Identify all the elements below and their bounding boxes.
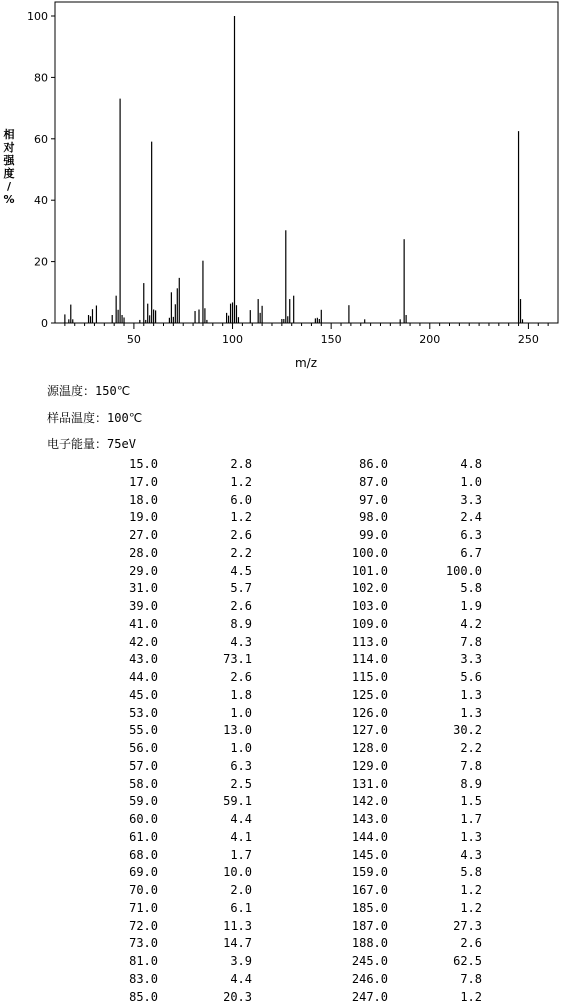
table-row [0, 669, 570, 687]
intensity-cell: 6.3 [426, 527, 482, 545]
intensity-cell: 1.0 [196, 705, 252, 723]
y-tick-label: 40 [34, 194, 48, 207]
mz-cell: 59.0 [102, 793, 158, 811]
intensity-cell: 4.3 [426, 847, 482, 865]
mz-cell: 187.0 [332, 918, 388, 936]
table-row [0, 580, 570, 598]
mz-cell: 19.0 [102, 509, 158, 527]
intensity-cell: 2.6 [196, 598, 252, 616]
mz-cell: 247.0 [332, 989, 388, 1006]
mz-cell: 42.0 [102, 634, 158, 652]
intensity-cell: 4.2 [426, 616, 482, 634]
x-tick-label: 100 [222, 333, 243, 346]
electron-energy-value: 75eV [107, 437, 136, 451]
mz-cell: 71.0 [102, 900, 158, 918]
mz-cell: 114.0 [332, 651, 388, 669]
y-label-char: / [7, 180, 12, 193]
mz-cell: 109.0 [332, 616, 388, 634]
mz-cell: 31.0 [102, 580, 158, 598]
mz-cell: 57.0 [102, 758, 158, 776]
intensity-cell: 62.5 [426, 953, 482, 971]
mz-cell: 87.0 [332, 474, 388, 492]
mz-cell: 113.0 [332, 634, 388, 652]
table-row [0, 545, 570, 563]
y-tick-label: 60 [34, 133, 48, 146]
mz-cell: 102.0 [332, 580, 388, 598]
mz-cell: 43.0 [102, 651, 158, 669]
intensity-cell: 6.7 [426, 545, 482, 563]
mz-cell: 167.0 [332, 882, 388, 900]
mz-cell: 103.0 [332, 598, 388, 616]
intensity-cell: 4.5 [196, 563, 252, 581]
mz-cell: 73.0 [102, 935, 158, 953]
table-row [0, 776, 570, 794]
intensity-cell: 1.3 [426, 687, 482, 705]
mz-cell: 27.0 [102, 527, 158, 545]
table-row [0, 758, 570, 776]
intensity-cell: 6.3 [196, 758, 252, 776]
mz-cell: 68.0 [102, 847, 158, 865]
mz-cell: 83.0 [102, 971, 158, 989]
mz-cell: 28.0 [102, 545, 158, 563]
y-label-char: 度 [4, 166, 15, 180]
mz-cell: 144.0 [332, 829, 388, 847]
table-row [0, 598, 570, 616]
mz-cell: 145.0 [332, 847, 388, 865]
mz-cell: 100.0 [332, 545, 388, 563]
intensity-cell: 5.6 [426, 669, 482, 687]
intensity-cell: 1.7 [196, 847, 252, 865]
intensity-cell: 14.7 [196, 935, 252, 953]
mz-cell: 101.0 [332, 563, 388, 581]
mz-cell: 18.0 [102, 492, 158, 510]
intensity-cell: 2.4 [426, 509, 482, 527]
mz-cell: 58.0 [102, 776, 158, 794]
table-row [0, 829, 570, 847]
table-row [0, 527, 570, 545]
intensity-cell: 1.0 [196, 740, 252, 758]
intensity-cell: 13.0 [196, 722, 252, 740]
y-axis [27, 10, 55, 330]
intensity-cell: 1.2 [426, 989, 482, 1006]
sample-temperature-label: 样品温度： [47, 411, 107, 425]
electron-energy [47, 435, 136, 452]
mz-cell: 129.0 [332, 758, 388, 776]
intensity-cell: 1.8 [196, 687, 252, 705]
intensity-cell: 2.8 [196, 456, 252, 474]
mz-cell: 142.0 [332, 793, 388, 811]
intensity-cell: 7.8 [426, 971, 482, 989]
intensity-cell: 3.9 [196, 953, 252, 971]
mz-cell: 127.0 [332, 722, 388, 740]
intensity-cell: 4.4 [196, 971, 252, 989]
intensity-cell: 4.1 [196, 829, 252, 847]
table-row [0, 900, 570, 918]
table-row [0, 651, 570, 669]
intensity-cell: 10.0 [196, 864, 252, 882]
y-label-char: % [3, 193, 14, 206]
y-tick-label: 20 [34, 256, 48, 269]
mz-cell: 126.0 [332, 705, 388, 723]
source-temperature-value: 150℃ [95, 384, 130, 398]
table-row [0, 864, 570, 882]
intensity-cell: 2.6 [196, 527, 252, 545]
y-label-char: 对 [3, 140, 15, 154]
y-label-char: 强 [3, 153, 16, 167]
mz-cell: 69.0 [102, 864, 158, 882]
mz-cell: 159.0 [332, 864, 388, 882]
intensity-cell: 1.3 [426, 705, 482, 723]
intensity-cell: 7.8 [426, 758, 482, 776]
intensity-cell: 11.3 [196, 918, 252, 936]
intensity-cell: 3.3 [426, 492, 482, 510]
source-temperature-label: 源温度： [47, 384, 95, 398]
mz-cell: 61.0 [102, 829, 158, 847]
mz-cell: 15.0 [102, 456, 158, 474]
x-tick-label: 150 [321, 333, 342, 346]
intensity-cell: 5.8 [426, 864, 482, 882]
sample-temperature [47, 409, 142, 426]
intensity-cell: 1.2 [196, 474, 252, 492]
mz-cell: 44.0 [102, 669, 158, 687]
intensity-cell: 6.1 [196, 900, 252, 918]
intensity-cell: 1.0 [426, 474, 482, 492]
table-row [0, 509, 570, 527]
x-axis [65, 323, 548, 346]
intensity-cell: 27.3 [426, 918, 482, 936]
table-row [0, 989, 570, 1006]
mz-cell: 81.0 [102, 953, 158, 971]
mz-cell: 86.0 [332, 456, 388, 474]
intensity-cell: 2.2 [196, 545, 252, 563]
intensity-cell: 3.3 [426, 651, 482, 669]
table-row [0, 882, 570, 900]
table-row [0, 811, 570, 829]
intensity-cell: 1.2 [196, 509, 252, 527]
mz-cell: 188.0 [332, 935, 388, 953]
mz-cell: 70.0 [102, 882, 158, 900]
sample-temperature-value: 100℃ [107, 411, 142, 425]
intensity-cell: 1.7 [426, 811, 482, 829]
mz-cell: 125.0 [332, 687, 388, 705]
mz-cell: 29.0 [102, 563, 158, 581]
y-tick-label: 100 [27, 10, 48, 23]
mz-cell: 56.0 [102, 740, 158, 758]
mz-cell: 60.0 [102, 811, 158, 829]
intensity-cell: 73.1 [196, 651, 252, 669]
intensity-cell: 4.4 [196, 811, 252, 829]
intensity-cell: 1.2 [426, 900, 482, 918]
table-row [0, 953, 570, 971]
intensity-cell: 6.0 [196, 492, 252, 510]
intensity-cell: 5.8 [426, 580, 482, 598]
intensity-cell: 1.5 [426, 793, 482, 811]
table-row [0, 971, 570, 989]
table-row [0, 935, 570, 953]
mz-cell: 53.0 [102, 705, 158, 723]
intensity-cell: 4.3 [196, 634, 252, 652]
x-tick-label: 250 [518, 333, 539, 346]
mz-cell: 143.0 [332, 811, 388, 829]
mz-cell: 41.0 [102, 616, 158, 634]
x-tick-label: 200 [419, 333, 440, 346]
y-tick-label: 80 [34, 71, 48, 84]
mz-cell: 17.0 [102, 474, 158, 492]
table-row [0, 722, 570, 740]
y-tick-label: 0 [41, 317, 48, 330]
table-row [0, 616, 570, 634]
intensity-cell: 8.9 [426, 776, 482, 794]
table-row [0, 705, 570, 723]
intensity-cell: 7.8 [426, 634, 482, 652]
table-row [0, 492, 570, 510]
y-axis-label [3, 127, 16, 206]
intensity-cell: 100.0 [426, 563, 482, 581]
peak-table [0, 456, 570, 1006]
mz-cell: 72.0 [102, 918, 158, 936]
table-row [0, 740, 570, 758]
x-axis-label: m/z [295, 356, 317, 370]
mz-cell: 99.0 [332, 527, 388, 545]
plot-frame [55, 2, 558, 323]
intensity-cell: 2.2 [426, 740, 482, 758]
intensity-cell: 1.2 [426, 882, 482, 900]
table-row [0, 793, 570, 811]
intensity-cell: 1.3 [426, 829, 482, 847]
mz-cell: 245.0 [332, 953, 388, 971]
mz-cell: 45.0 [102, 687, 158, 705]
intensity-cell: 2.0 [196, 882, 252, 900]
mass-spectrum-chart [0, 0, 570, 380]
mz-cell: 131.0 [332, 776, 388, 794]
intensity-cell: 1.9 [426, 598, 482, 616]
mz-cell: 185.0 [332, 900, 388, 918]
table-row [0, 563, 570, 581]
intensity-cell: 2.6 [196, 669, 252, 687]
mz-cell: 85.0 [102, 989, 158, 1006]
x-tick-label: 50 [127, 333, 141, 346]
intensity-cell: 2.5 [196, 776, 252, 794]
mz-cell: 128.0 [332, 740, 388, 758]
intensity-cell: 20.3 [196, 989, 252, 1006]
mz-cell: 97.0 [332, 492, 388, 510]
mz-cell: 55.0 [102, 722, 158, 740]
intensity-cell: 30.2 [426, 722, 482, 740]
table-row [0, 687, 570, 705]
spectrum-peaks [65, 16, 523, 323]
intensity-cell: 4.8 [426, 456, 482, 474]
intensity-cell: 2.6 [426, 935, 482, 953]
table-row [0, 474, 570, 492]
table-row [0, 847, 570, 865]
mz-cell: 39.0 [102, 598, 158, 616]
source-temperature [47, 382, 130, 399]
y-label-char: 相 [4, 127, 15, 141]
mz-cell: 115.0 [332, 669, 388, 687]
table-row [0, 456, 570, 474]
intensity-cell: 5.7 [196, 580, 252, 598]
electron-energy-label: 电子能量： [47, 437, 107, 451]
table-row [0, 918, 570, 936]
table-row [0, 634, 570, 652]
mz-cell: 246.0 [332, 971, 388, 989]
mz-cell: 98.0 [332, 509, 388, 527]
intensity-cell: 59.1 [196, 793, 252, 811]
intensity-cell: 8.9 [196, 616, 252, 634]
